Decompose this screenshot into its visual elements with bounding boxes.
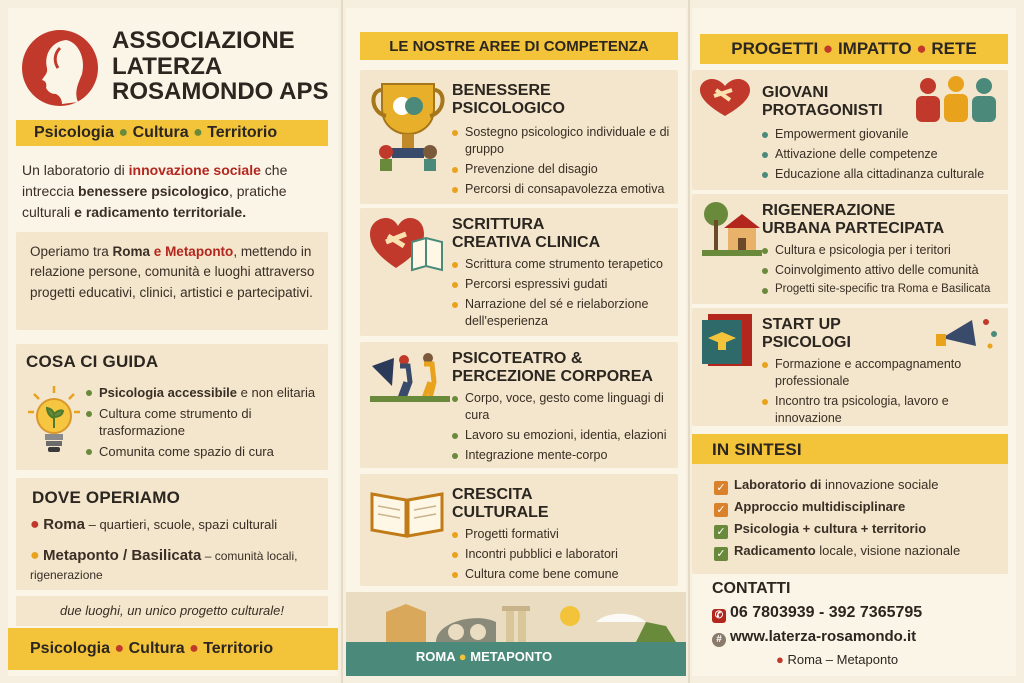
- benessere-item-3: Percorsi di consapavolezza emotiva: [452, 181, 676, 198]
- footer-tagline: Psicologia ● Cultura ● Territorio: [8, 628, 338, 670]
- area-psicoteatro: [360, 342, 678, 468]
- globe-icon: #: [712, 633, 726, 647]
- rigen-item-3: Progetti site-specific tra Roma e Basilicata: [762, 282, 1006, 298]
- dove-roma: ● Roma – quartieri, scuole, spazi culturali: [30, 516, 278, 533]
- area-benessere-title: BENESSERE PSICOLOGICO: [452, 82, 565, 117]
- guida-title: COSA CI GUIDA: [26, 352, 159, 371]
- sintesi-box: [692, 434, 1008, 574]
- heart-hands-icon: [698, 78, 752, 118]
- checkbox-checked-icon: ✓: [714, 503, 728, 517]
- tagline-psicologia: Psicologia: [34, 124, 115, 141]
- motto: due luoghi, un unico progetto culturale!: [16, 596, 328, 626]
- startup-title: START UP PSICOLOGI: [762, 316, 851, 351]
- operiamo-box: [16, 232, 328, 330]
- banner-metaponto: METAPONTO: [470, 649, 553, 664]
- scrittura-item-2: Percorsi espressivi gudati: [452, 276, 676, 293]
- area-psicoteatro-list: [452, 390, 676, 467]
- area-scrittura: [360, 208, 678, 336]
- phone-icon: ✆: [712, 609, 726, 623]
- dove-title: DOVE OPERIAMO: [32, 488, 181, 507]
- area-psicoteatro-title: PSICOTEATRO & PERCEZIONE CORPOREA: [452, 350, 653, 385]
- crescita-item-2: Incontri pubblici e laboratori: [452, 546, 676, 563]
- title-line-3: ROSAMONDO APS: [112, 78, 329, 106]
- dove-metaponto: ● Metaponto / Basilicata – comunità locali, rigenerazione: [30, 547, 298, 583]
- contatti-phone: ✆ 06 7803939 - 392 7365795: [712, 604, 922, 623]
- theatre-performers-icon: [370, 352, 450, 402]
- map-pin-check-icon: ●: [30, 547, 40, 564]
- benessere-item-2: Prevenzione del disagio: [452, 161, 676, 178]
- giovani-list: [762, 126, 1002, 186]
- profile-head-logo-icon: [20, 28, 100, 108]
- tagline-bar: Psicologia ● Cultura ● Territorio: [16, 120, 328, 146]
- giovani-item-3: Educazione alla cittadinanza culturale: [762, 166, 1002, 183]
- sintesi-item-1: ✓ Laboratorio di innovazione sociale: [714, 474, 1004, 496]
- header-progetti: PROGETTI: [731, 39, 819, 58]
- contatti-place: ● Roma – Metaponto: [776, 652, 899, 667]
- map-pin-icon: ●: [776, 652, 784, 667]
- giovani-box: [692, 70, 1008, 190]
- rigen-item-2: Coinvolgimento attivo delle comunità: [762, 262, 1006, 279]
- sintesi-item-2: ✓ Approccio multidisciplinare: [714, 496, 1004, 518]
- fold-line-2: [688, 0, 690, 683]
- benessere-item-1: Sostegno psicologico individuale e di gruppo: [452, 124, 676, 158]
- startup-item-1: Formazione e accompagnamento professionale: [762, 356, 1002, 390]
- graduation-cap-board-icon: [700, 312, 754, 368]
- giovani-title: GIOVANI PROTAGONISTI: [762, 84, 883, 119]
- guida-list: [86, 384, 322, 463]
- map-pin-icon: ●: [30, 516, 40, 533]
- megaphone-icon: [932, 312, 1002, 356]
- dove-box: [16, 478, 328, 590]
- startup-item-2: Incontro tra psicologia, lavoro e innovazione: [762, 393, 1002, 427]
- rigenerazione-box: [692, 194, 1008, 304]
- psicoteatro-item-3: Integrazione mente-corpo: [452, 447, 676, 464]
- sintesi-title: IN SINTESI: [712, 440, 802, 459]
- guida-item-2: Cultura come strumento di trasformazione: [86, 405, 322, 440]
- sintesi-item-3: ✓ Psicologia + cultura + territorio: [714, 518, 1004, 540]
- rigenerazione-list: [762, 242, 1006, 300]
- area-benessere-list: [452, 124, 676, 201]
- operiamo-text: Operiamo tra Roma e Metaponto, mettendo in relazione persone, comunità e luoghi attraverso progetti educativi, clinici, artistici e partecipativi.: [30, 244, 315, 300]
- banner-roma: ROMA: [415, 649, 456, 664]
- header-impatto: IMPATTO: [837, 39, 912, 58]
- area-scrittura-title: SCRITTURA CREATIVA CLINICA: [452, 216, 601, 251]
- house-tree-icon: [702, 200, 762, 256]
- crescita-item-3: Cultura come bene comune: [452, 566, 676, 583]
- scrittura-item-1: Scrittura come strumento terapetico: [452, 256, 676, 273]
- roma-metaponto-banner: ROMA ● METAPONTO: [400, 644, 568, 670]
- contatti-title: CONTATTI: [712, 580, 791, 597]
- intro-text: Un laboratorio di innovazione sociale che intreccia benessere psicologico, pratiche culturali e radicamento territoriale.: [22, 162, 288, 220]
- left-panel: [8, 8, 338, 676]
- area-crescita-list: [452, 526, 676, 586]
- psicoteatro-item-2: Lavoro su emozioni, identia, elazioni: [452, 427, 676, 444]
- middle-panel: [346, 8, 686, 676]
- contatti-web[interactable]: # www.laterza-rosamondo.it: [712, 628, 916, 647]
- giovani-item-2: Attivazione delle competenze: [762, 146, 1002, 163]
- startup-box: [692, 308, 1008, 426]
- trophy-heart-icon: [368, 78, 448, 174]
- lightbulb-plant-icon: [26, 384, 82, 458]
- startup-list: [762, 356, 1002, 430]
- sintesi-item-4: ✓ Radicamento locale, visione nazionale: [714, 540, 1004, 562]
- header-rete: RETE: [931, 39, 977, 58]
- rigen-item-1: Cultura e psicologia per i teritori: [762, 242, 1006, 259]
- area-scrittura-list: [452, 256, 676, 333]
- checkbox-checked-icon: ✓: [714, 481, 728, 495]
- group-of-people-icon: [914, 76, 1000, 122]
- title-line-1: ASSOCIAZIONE: [112, 27, 295, 54]
- area-crescita: [360, 474, 678, 586]
- checkbox-checked-icon: ✓: [714, 525, 728, 539]
- fold-line-1: [341, 0, 343, 683]
- areas-header: LE NOSTRE AREE DI COMPETENZA: [360, 32, 678, 60]
- area-crescita-title: CRESCITA CULTURALE: [452, 486, 549, 521]
- footer-cultura: Cultura: [128, 640, 185, 657]
- scrittura-item-3: Narrazione del sé e rielaborzione dell'esperienza: [452, 296, 676, 330]
- right-panel: [692, 8, 1016, 676]
- title-line-2: LATERZA: [112, 52, 223, 80]
- sintesi-list: [714, 474, 1004, 562]
- rigenerazione-title: RIGENERAZIONE URBANA PARTECIPATA: [762, 202, 945, 237]
- area-benessere: [360, 70, 678, 204]
- giovani-item-1: Empowerment giovanile: [762, 126, 1002, 143]
- association-title: [112, 28, 328, 105]
- open-book-icon: [370, 486, 444, 538]
- checkbox-checked-icon: ✓: [714, 547, 728, 561]
- guida-box: [16, 344, 328, 470]
- crescita-item-1: Progetti formativi: [452, 526, 676, 543]
- tagline-cultura: Cultura: [132, 124, 189, 141]
- footer-psicologia: Psicologia: [30, 640, 111, 657]
- guida-item-1: Psicologia accessibile e non elitaria: [86, 384, 322, 402]
- progetti-header: PROGETTI ● IMPATTO ● RETE: [700, 34, 1008, 64]
- heart-book-icon: [368, 216, 444, 276]
- tagline-territorio: Territorio: [207, 124, 278, 141]
- guida-item-3: Comunita come spazio di cura: [86, 443, 322, 461]
- psicoteatro-item-1: Corpo, voce, gesto come linguagi di cura: [452, 390, 676, 424]
- footer-territorio: Territorio: [203, 640, 274, 657]
